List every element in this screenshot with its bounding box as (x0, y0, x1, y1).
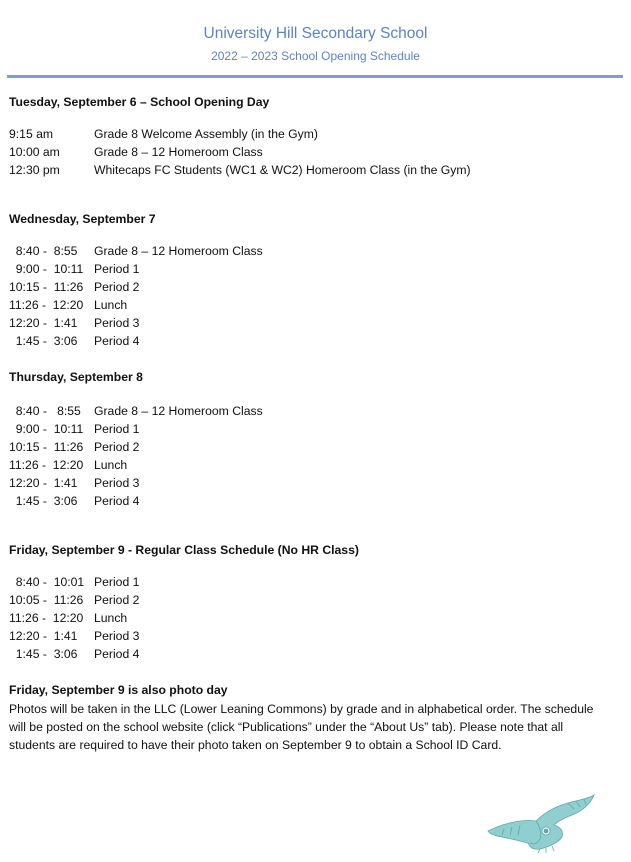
thursday-heading: Thursday, September 8 (9, 370, 143, 384)
schedule-event: Whitecaps FC Students (WC1 & WC2) Homeroom Class (in the Gym) (94, 163, 471, 177)
schedule-time: 9:00 - 10:11 (9, 422, 84, 436)
schedule-row (9, 125, 619, 143)
schedule-time: 12:20 - 1:41 (9, 629, 78, 643)
header-rule (7, 75, 623, 78)
schedule-row (9, 573, 619, 591)
schedule-event: Grade 8 – 12 Homeroom Class (94, 145, 263, 159)
schedule-row (9, 627, 619, 645)
schedule-event: Period 2 (94, 440, 140, 454)
schedule-row (9, 456, 619, 474)
schedule-time: 10:15 - 11:26 (9, 280, 84, 294)
schedule-time: 8:40 - 8:55 (9, 404, 81, 418)
schedule-event: Lunch (94, 298, 128, 312)
schedule-event: Period 2 (94, 280, 140, 294)
document-header (0, 24, 631, 64)
schedule-event: Lunch (94, 458, 128, 472)
schedule-row (9, 314, 619, 332)
schedule-time: 1:45 - 3:06 (9, 334, 78, 348)
schedule-time: 9:15 am (9, 127, 54, 141)
schedule-event: Period 1 (94, 262, 140, 276)
schedule-event: Period 1 (94, 422, 140, 436)
schedule-event: Period 4 (94, 494, 140, 508)
tuesday-heading: Tuesday, September 6 – School Opening Day (9, 95, 270, 109)
schedule-row (9, 242, 619, 260)
schedule-event: Period 4 (94, 334, 140, 348)
schedule-row (9, 609, 619, 627)
schedule-event: Grade 8 – 12 Homeroom Class (94, 404, 263, 418)
schedule-row (9, 591, 619, 609)
photo-day-heading: Friday, September 9 is also photo day (9, 683, 228, 697)
schedule-event: Period 2 (94, 593, 140, 607)
schedule-time: 8:40 - 10:01 (9, 575, 85, 589)
thunderbird-icon (484, 793, 596, 853)
schedule-row (9, 492, 619, 510)
schedule-event: Period 3 (94, 316, 140, 330)
schedule-time: 10:15 - 11:26 (9, 440, 84, 454)
schedule-event: Grade 8 – 12 Homeroom Class (94, 244, 263, 258)
photo-day-body: Photos will be taken in the LLC (Lower Leaning Commons) by grade and in alphabetical order. The schedule will be posted on the school website (click “Publications” under the “About Us” tab). Please note that all students are required to have their photo taken on September 9 to obtain a School ID Card. (9, 702, 594, 752)
schedule-row (9, 420, 619, 438)
schedule-event: Period 3 (94, 476, 140, 490)
schedule-time: 10:00 am (9, 145, 60, 159)
schedule-row (9, 143, 619, 161)
schedule-time: 10:05 - 11:26 (9, 593, 84, 607)
schedule-event: Period 3 (94, 629, 140, 643)
schedule-time: 12:20 - 1:41 (9, 316, 78, 330)
friday-heading: Friday, September 9 - Regular Class Schedule (No HR Class) (9, 543, 359, 557)
schedule-time: 9:00 - 10:11 (9, 262, 84, 276)
schedule-time: 1:45 - 3:06 (9, 494, 78, 508)
schedule-row (9, 161, 619, 179)
schedule-row (9, 278, 619, 296)
schedule-row (9, 438, 619, 456)
schedule-title: 2022 – 2023 School Opening Schedule (211, 49, 420, 63)
schedule-row (9, 645, 619, 663)
wednesday-heading: Wednesday, September 7 (9, 212, 156, 226)
schedule-event: Period 1 (94, 575, 140, 589)
schedule-event: Lunch (94, 611, 128, 625)
schedule-time: 11:26 - 12:20 (9, 611, 84, 625)
schedule-row (9, 296, 619, 314)
schedule-event: Grade 8 Welcome Assembly (in the Gym) (94, 127, 318, 141)
schedule-time: 8:40 - 8:55 (9, 244, 78, 258)
schedule-time: 12:30 pm (9, 163, 60, 177)
schedule-row (9, 402, 619, 420)
schedule-time: 11:26 - 12:20 (9, 298, 84, 312)
schedule-time: 1:45 - 3:06 (9, 647, 78, 661)
schedule-time: 11:26 - 12:20 (9, 458, 84, 472)
school-name: University Hill Secondary School (203, 25, 428, 42)
schedule-event: Period 4 (94, 647, 140, 661)
schedule-time: 12:20 - 1:41 (9, 476, 78, 490)
schedule-row (9, 474, 619, 492)
schedule-row (9, 260, 619, 278)
schedule-row (9, 332, 619, 350)
